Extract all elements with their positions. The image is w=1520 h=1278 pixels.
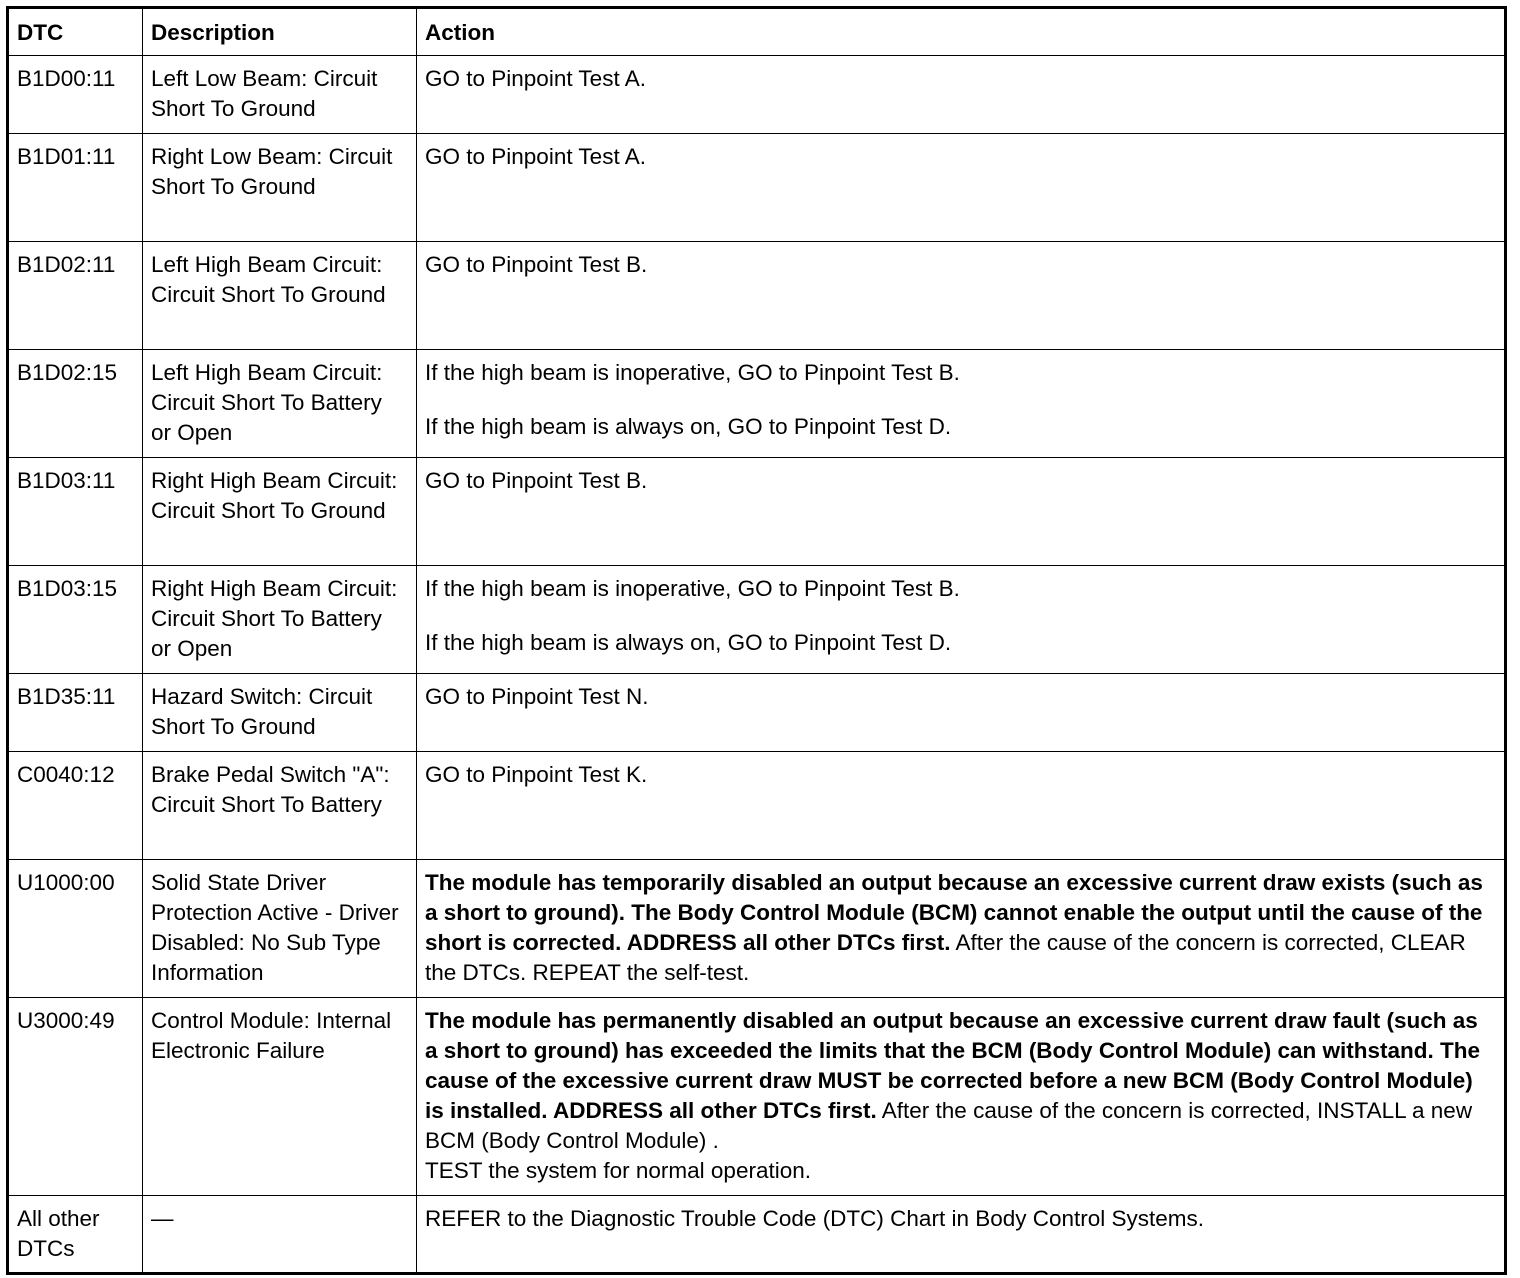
- table-row: [8, 350, 1506, 458]
- action-text: GO to Pinpoint Test N.: [425, 684, 649, 709]
- dtc-description: Hazard Switch: Circuit Short To Ground: [143, 674, 417, 752]
- dtc-code: B1D00:11: [8, 56, 143, 134]
- dtc-description: Control Module: Internal Electronic Failure: [143, 998, 417, 1196]
- dtc-description: Left High Beam Circuit: Circuit Short To Battery or Open: [143, 350, 417, 458]
- dtc-code: All other DTCs: [8, 1196, 143, 1274]
- action-paragraph: [425, 574, 1494, 604]
- action-text-bold: The module has permanently disabled an output because an excessive current draw fault (such as a short to ground) has exceeded the limits that the BCM (Body Control Module) can withstand. The cause of the excessive current draw MUST be corrected before a new BCM (Body Control Module) is installed. ADDRESS all other DTCs first.: [425, 1008, 1481, 1123]
- dtc-action: [417, 860, 1506, 998]
- action-text: REFER to the Diagnostic Trouble Code (DTC) Chart in Body Control Systems.: [425, 1206, 1205, 1231]
- table-row: [8, 860, 1506, 998]
- table-row: [8, 674, 1506, 752]
- action-text: If the high beam is inoperative, GO to Pinpoint Test B.: [425, 576, 960, 601]
- dtc-code: B1D02:15: [8, 350, 143, 458]
- table-row: [8, 56, 1506, 134]
- table-row: [8, 752, 1506, 860]
- action-text: GO to Pinpoint Test B.: [425, 468, 648, 493]
- dtc-description: Brake Pedal Switch "A": Circuit Short To Battery: [143, 752, 417, 860]
- dtc-action: [417, 458, 1506, 566]
- dtc-action: [417, 242, 1506, 350]
- header-action: Action: [417, 8, 1506, 56]
- action-paragraph: [425, 682, 1494, 712]
- action-text: After the cause of the concern is corrected, CLEAR the DTCs. REPEAT the self-test.: [425, 930, 1466, 985]
- dtc-action: [417, 752, 1506, 860]
- dtc-code: C0040:12: [8, 752, 143, 860]
- dtc-description: —: [143, 1196, 417, 1274]
- action-paragraph: [425, 142, 1494, 172]
- dtc-description: Right High Beam Circuit: Circuit Short To Battery or Open: [143, 566, 417, 674]
- action-text: After the cause of the concern is corrected, INSTALL a new BCM (Body Control Module) .: [425, 1098, 1473, 1153]
- dtc-description: Left Low Beam: Circuit Short To Ground: [143, 56, 417, 134]
- dtc-action: [417, 674, 1506, 752]
- dtc-code: B1D03:11: [8, 458, 143, 566]
- dtc-code: U1000:00: [8, 860, 143, 998]
- action-text: If the high beam is always on, GO to Pinpoint Test D.: [425, 414, 952, 439]
- header-description: Description: [143, 8, 417, 56]
- dtc-code: B1D02:11: [8, 242, 143, 350]
- action-paragraph: [425, 760, 1494, 790]
- table-row: [8, 242, 1506, 350]
- dtc-action: [417, 998, 1506, 1196]
- action-paragraph: [425, 1006, 1494, 1156]
- action-text: GO to Pinpoint Test B.: [425, 252, 648, 277]
- dtc-description: Right Low Beam: Circuit Short To Ground: [143, 134, 417, 242]
- dtc-code: B1D35:11: [8, 674, 143, 752]
- action-paragraph: [425, 412, 1494, 442]
- table-row: [8, 1196, 1506, 1274]
- dtc-action: [417, 1196, 1506, 1274]
- action-text: TEST the system for normal operation.: [425, 1158, 811, 1183]
- dtc-description: Left High Beam Circuit: Circuit Short To Ground: [143, 242, 417, 350]
- action-paragraph: [425, 250, 1494, 280]
- action-text: GO to Pinpoint Test A.: [425, 144, 646, 169]
- table-row: [8, 458, 1506, 566]
- dtc-description: Solid State Driver Protection Active - Driver Disabled: No Sub Type Information: [143, 860, 417, 998]
- header-row: [8, 8, 1506, 56]
- action-text: GO to Pinpoint Test A.: [425, 66, 646, 91]
- dtc-code: B1D01:11: [8, 134, 143, 242]
- dtc-description: Right High Beam Circuit: Circuit Short To Ground: [143, 458, 417, 566]
- table-row: [8, 998, 1506, 1196]
- action-paragraph: [425, 64, 1494, 94]
- action-paragraph: [425, 628, 1494, 658]
- table-row: [8, 134, 1506, 242]
- dtc-code: B1D03:15: [8, 566, 143, 674]
- action-paragraph: [425, 466, 1494, 496]
- table-row: [8, 566, 1506, 674]
- action-paragraph: [425, 1156, 1494, 1186]
- table-body: [8, 56, 1506, 1274]
- action-text: If the high beam is inoperative, GO to Pinpoint Test B.: [425, 360, 960, 385]
- action-paragraph: [425, 358, 1494, 388]
- dtc-action: [417, 350, 1506, 458]
- action-paragraph: [425, 1204, 1494, 1234]
- dtc-action: [417, 566, 1506, 674]
- dtc-action: [417, 134, 1506, 242]
- action-text: GO to Pinpoint Test K.: [425, 762, 648, 787]
- header-dtc: DTC: [8, 8, 143, 56]
- action-text-bold: The module has temporarily disabled an output because an excessive current draw exists (such as a short to ground). The Body Control Module (BCM) cannot enable the output until the cause of the short is corrected. ADDRESS all other DTCs first.: [425, 870, 1483, 955]
- dtc-table: [6, 6, 1507, 1275]
- action-paragraph: [425, 868, 1494, 988]
- dtc-code: U3000:49: [8, 998, 143, 1196]
- action-text: If the high beam is always on, GO to Pinpoint Test D.: [425, 630, 952, 655]
- dtc-action: [417, 56, 1506, 134]
